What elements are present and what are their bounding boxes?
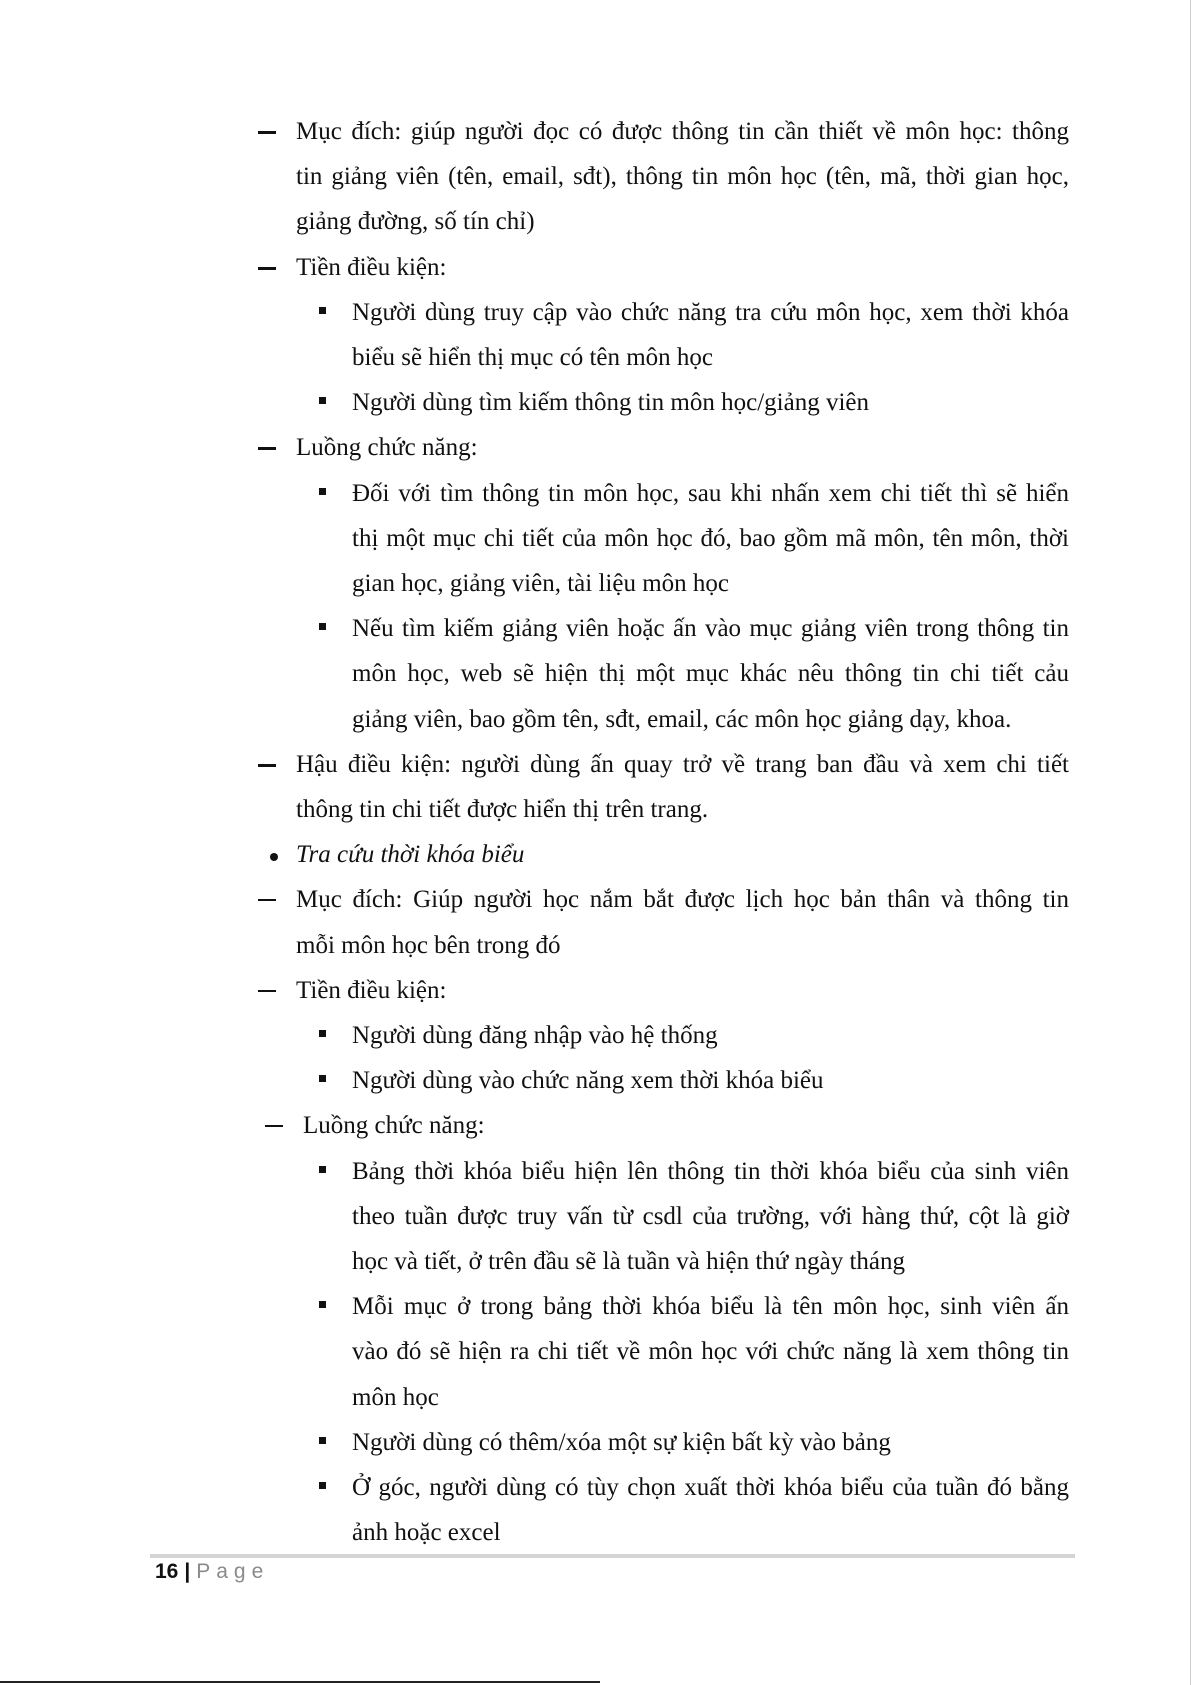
paragraph-line: gian học, giảng viên, tài liệu môn học	[352, 570, 729, 597]
paragraph-line: mỗi môn học bên trong đó	[296, 931, 561, 959]
dash-bullet-icon	[258, 131, 276, 134]
paragraph-line: Bảng thời khóa biểu hiện lên thông tin thời khóa biểu của sinh viên	[352, 1157, 1069, 1185]
dash-bullet-icon	[265, 1125, 283, 1127]
paragraph-line: Người dùng truy cập vào chức năng tra cứu môn học, xem thời khóa	[352, 298, 1069, 326]
paragraph-line: thị một mục chi tiết của môn học đó, bao gồm mã môn, tên môn, thời	[352, 524, 1069, 552]
paragraph-line: thông tin chi tiết được hiển thị trên trang.	[296, 796, 709, 823]
paragraph-line: theo tuần được truy vấn từ csdl của trường, với hàng thứ, cột là giờ	[352, 1202, 1069, 1230]
square-bullet-icon	[319, 488, 326, 495]
paragraph-line: Người dùng vào chức năng xem thời khóa biểu	[352, 1067, 824, 1095]
paragraph-line: Người dùng đăng nhập vào hệ thống	[352, 1022, 718, 1049]
dash-bullet-icon	[258, 267, 276, 270]
paragraph-line: vào đó sẽ hiện ra chi tiết về môn học với chức năng là xem thông tin	[352, 1338, 1069, 1366]
bottom-edge-rule	[0, 1681, 600, 1683]
dash-bullet-icon	[258, 447, 276, 450]
footer-separator: |	[184, 1560, 191, 1583]
paragraph-line: Mục đích: giúp người đọc có được thông tin cần thiết về môn học: thông	[296, 118, 1069, 145]
paragraph-line: Nếu tìm kiếm giảng viên hoặc ấn vào mục giảng viên trong thông tin	[352, 615, 1069, 643]
paragraph-line: giảng viên, bao gồm tên, sđt, email, các môn học giảng dạy, khoa.	[352, 705, 1012, 733]
paragraph-line: học và tiết, ở trên đầu sẽ là tuần và hiện thứ ngày tháng	[352, 1248, 905, 1275]
square-bullet-icon	[319, 1030, 326, 1037]
page-label: Page	[196, 1560, 270, 1583]
dash-bullet-icon	[258, 764, 276, 767]
page-number: 16	[155, 1560, 179, 1583]
paragraph-line: môn học	[352, 1383, 439, 1411]
square-bullet-icon	[319, 1301, 326, 1308]
square-bullet-icon	[319, 1482, 326, 1489]
paragraph-line: Mỗi mục ở trong bảng thời khóa biểu là tên môn học, sinh viên ấn	[352, 1293, 1069, 1321]
paragraph-line: Mục đích: Giúp người học nắm bắt được lịch học bản thân và thông tin	[296, 886, 1069, 914]
square-bullet-icon	[319, 1437, 326, 1444]
square-bullet-icon	[319, 397, 326, 404]
square-bullet-icon	[319, 1166, 326, 1173]
square-bullet-icon	[319, 1075, 326, 1082]
round-bullet-icon	[270, 853, 278, 861]
paragraph-line: Người dùng tìm kiếm thông tin môn học/giảng viên	[352, 389, 870, 417]
square-bullet-icon	[319, 307, 326, 314]
paragraph-line: môn học, web sẽ hiện thị một mục khác nêu thông tin chi tiết cảu	[352, 660, 1069, 688]
paragraph-line: Luồng chức năng:	[296, 434, 478, 462]
paragraph-line: Tiền điều kiện:	[296, 253, 447, 281]
paragraph-line: Người dùng có thêm/xóa một sự kiện bất kỳ vào bảng	[352, 1428, 891, 1456]
paragraph-line: giảng đường, số tín chỉ)	[296, 208, 535, 236]
footer-divider	[150, 1554, 1075, 1558]
dash-bullet-icon	[258, 990, 276, 992]
paragraph-line: ảnh hoặc excel	[352, 1519, 501, 1547]
page-footer	[155, 1559, 269, 1585]
paragraph-line: Tiền điều kiện:	[296, 976, 447, 1004]
paragraph-line: Ở góc, người dùng có tùy chọn xuất thời khóa biểu của tuần đó bằng	[352, 1474, 1069, 1501]
square-bullet-icon	[319, 623, 326, 630]
paragraph-line: tin giảng viên (tên, email, sđt), thông tin môn học (tên, mã, thời gian học,	[296, 163, 1069, 191]
paragraph-line: biểu sẽ hiển thị mục có tên môn học	[352, 344, 714, 371]
section-heading: Tra cứu thời khóa biểu	[296, 841, 525, 869]
paragraph-line: Đối với tìm thông tin môn học, sau khi nhấn xem chi tiết thì sẽ hiển	[352, 479, 1069, 507]
dash-bullet-icon	[258, 899, 276, 901]
paragraph-line: Hậu điều kiện: người dùng ấn quay trở về trang ban đầu và xem chi tiết	[296, 750, 1069, 778]
paragraph-line: Luồng chức năng:	[303, 1112, 485, 1140]
